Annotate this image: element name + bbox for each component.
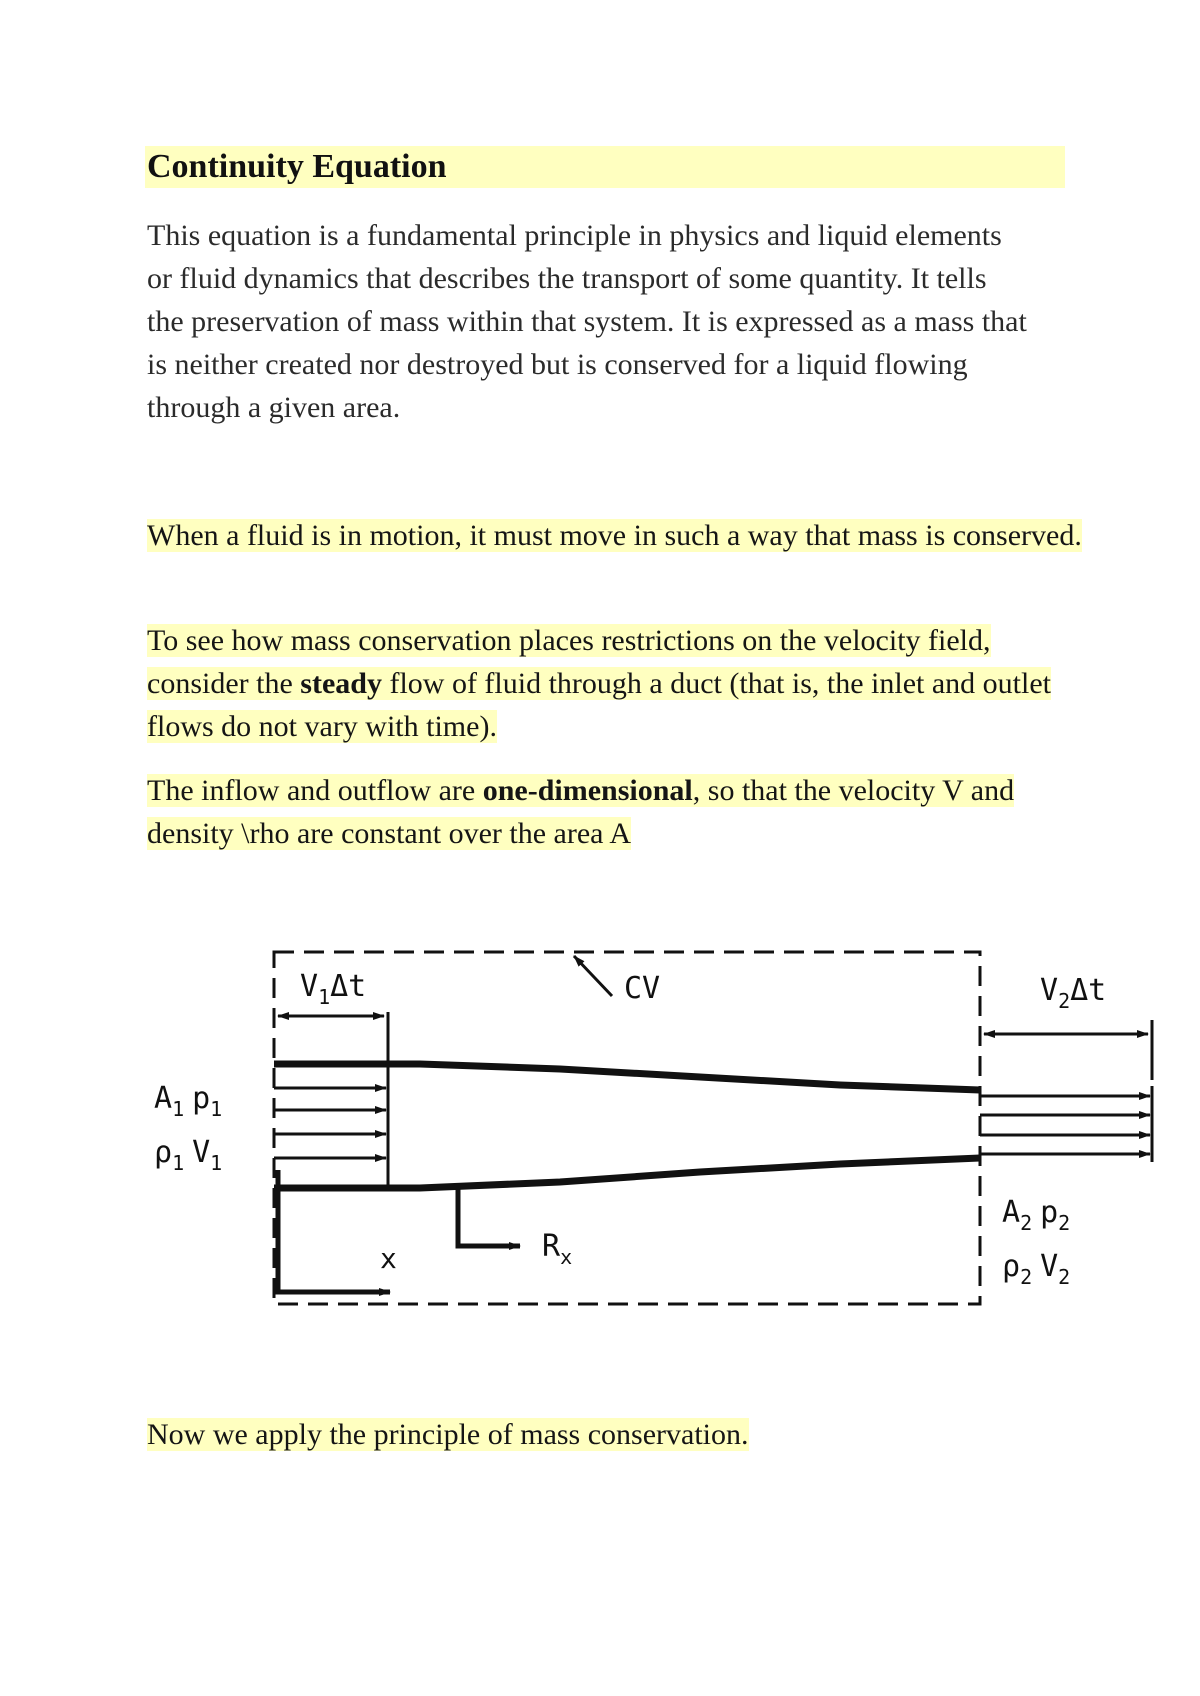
para2-text-before: To see how mass conservation places restrictions on the velocity field, consider the [147, 624, 991, 700]
v1dt-label: $V_1\Delta t$ [300, 969, 367, 1009]
apply-principle-paragraph [147, 1413, 1087, 1456]
x-axis-label: x [380, 1242, 397, 1275]
para4-text: Now we apply the principle of mass conservation. [147, 1418, 749, 1451]
para3-text-after: , so that the velocity V and density \rho are constant over the area A [147, 774, 1015, 850]
rx-force-arrow [458, 1186, 520, 1246]
steady-flow-paragraph [147, 619, 1087, 748]
para3-text-before: The inflow and outflow are [147, 774, 483, 807]
one-dimensional-paragraph [147, 769, 1087, 855]
mass-conserved-paragraph [147, 514, 1087, 557]
outlet-flow-arrows [980, 1096, 1150, 1154]
duct-lower-wall [274, 1158, 980, 1188]
para2-text-after: flow of fluid through a duct (that is, the inlet and outlet flows do not vary with time). [147, 667, 1051, 743]
para1-text: When a fluid is in motion, it must move in such a way that mass is conserved. [147, 519, 1082, 552]
steady-term: steady [300, 667, 382, 700]
duct-upper-wall [274, 1064, 980, 1090]
intro-paragraph: This equation is a fundamental principle in physics and liquid elements or fluid dynamics that describes the transport of some quantity. It tells the preservation of mass within that system. It is expressed as a mass that is neither created nor destroyed but is conserved for a liquid flowing through a given area. [147, 219, 1027, 424]
inlet-area-pressure-label: $A_1$ $p_1$ [154, 1081, 223, 1121]
outlet-density-velocity-label: $\rho_2$ $V_2$ [1002, 1249, 1071, 1289]
v2dt-label: $V_2\Delta t$ [1040, 973, 1107, 1013]
rx-label: $R_x$ [542, 1229, 573, 1269]
one-dimensional-term: one-dimensional [482, 774, 693, 807]
cv-pointer-arrow [574, 956, 612, 996]
page-title: Continuity Equation [147, 148, 447, 185]
outlet-area-pressure-label: $A_2$ $p_2$ [1002, 1195, 1071, 1235]
inlet-density-velocity-label: $\rho_1$ $V_1$ [154, 1135, 223, 1175]
cv-label: CV [624, 971, 661, 1006]
duct-control-volume-diagram [140, 930, 1180, 1320]
inlet-flow-arrows [274, 1088, 386, 1158]
